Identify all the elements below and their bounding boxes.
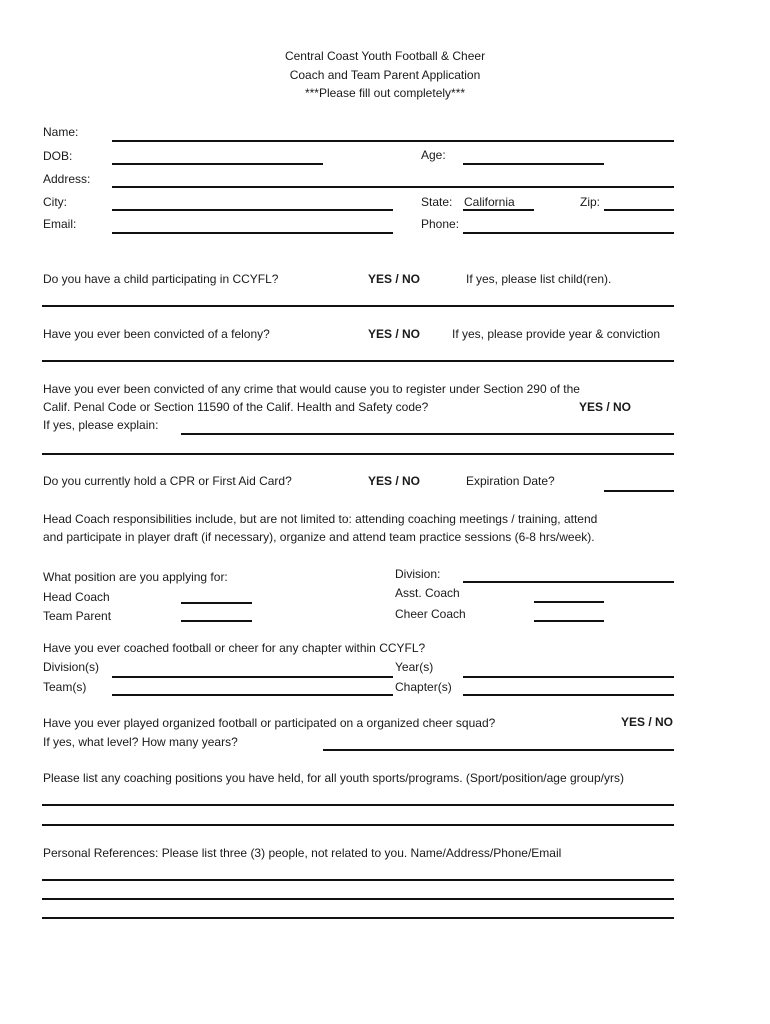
state-label: State: bbox=[421, 195, 453, 209]
state-value[interactable]: California bbox=[464, 195, 515, 209]
felony-question: Have you ever been convicted of a felony? bbox=[43, 327, 270, 341]
team-parent-field[interactable] bbox=[181, 620, 252, 622]
positions-question: Please list any coaching positions you have held, for all youth sports/programs. (Sport/position/age group/yrs) bbox=[43, 771, 624, 785]
reference-line2[interactable] bbox=[42, 898, 674, 900]
age-label: Age: bbox=[421, 148, 446, 162]
division-label: Division: bbox=[395, 567, 441, 581]
email-field[interactable] bbox=[112, 232, 393, 234]
age-field[interactable] bbox=[463, 163, 604, 165]
asst-coach-label: Asst. Coach bbox=[395, 586, 460, 600]
positions-line1[interactable] bbox=[42, 804, 674, 806]
teams-field[interactable] bbox=[112, 694, 393, 696]
crime-explain-line2[interactable] bbox=[42, 453, 674, 455]
state-field[interactable] bbox=[463, 209, 534, 211]
years-label: Year(s) bbox=[395, 660, 434, 674]
child-question: Do you have a child participating in CCYFL? bbox=[43, 272, 279, 286]
city-field[interactable] bbox=[112, 209, 393, 211]
address-label: Address: bbox=[43, 172, 91, 186]
team-parent-label: Team Parent bbox=[43, 609, 112, 623]
reference-line1[interactable] bbox=[42, 879, 674, 881]
zip-label: Zip: bbox=[580, 195, 601, 209]
email-label: Email: bbox=[43, 217, 77, 231]
head-coach-field[interactable] bbox=[181, 602, 252, 604]
child-followup: If yes, please list child(ren). bbox=[466, 272, 612, 286]
level-field[interactable] bbox=[323, 749, 674, 751]
city-label: City: bbox=[43, 195, 67, 209]
name-label: Name: bbox=[43, 125, 79, 139]
chapters-label: Chapter(s) bbox=[395, 680, 452, 694]
form-subtitle: Coach and Team Parent Application bbox=[289, 68, 481, 82]
child-answer-line[interactable] bbox=[42, 305, 674, 307]
cpr-expiration-label: Expiration Date? bbox=[466, 474, 555, 488]
phone-label: Phone: bbox=[421, 217, 460, 231]
zip-field[interactable] bbox=[604, 209, 674, 211]
coached-question: Have you ever coached football or cheer for any chapter within CCYFL? bbox=[43, 641, 426, 655]
references-question: Personal References: Please list three (3) people, not related to you. Name/Address/Phone/Email bbox=[43, 846, 562, 860]
cheer-coach-field[interactable] bbox=[534, 620, 604, 622]
cpr-expiration-field[interactable] bbox=[604, 490, 674, 492]
phone-field[interactable] bbox=[463, 232, 674, 234]
responsibilities-line1: Head Coach responsibilities include, but are not limited to: attending coaching meetings / training, attend bbox=[43, 512, 598, 526]
form-instruction: ***Please fill out completely*** bbox=[304, 86, 466, 100]
crime-yes-no[interactable]: YES / NO bbox=[579, 400, 632, 414]
divisions-field[interactable] bbox=[112, 676, 393, 678]
child-yes-no[interactable]: YES / NO bbox=[368, 272, 421, 286]
teams-label: Team(s) bbox=[43, 680, 87, 694]
chapters-field[interactable] bbox=[463, 694, 674, 696]
played-question: Have you ever played organized football or participated on a organized cheer squad? bbox=[43, 716, 496, 730]
asst-coach-field[interactable] bbox=[534, 601, 604, 603]
crime-question-line2: Calif. Penal Code or Section 11590 of the Calif. Health and Safety code? bbox=[43, 400, 429, 414]
divisions-label: Division(s) bbox=[43, 660, 100, 674]
reference-line3[interactable] bbox=[42, 917, 674, 919]
dob-label: DOB: bbox=[43, 149, 73, 163]
responsibilities-line2: and participate in player draft (if necessary), organize and attend team practice sessions (6-8 hrs/week). bbox=[43, 530, 595, 544]
name-field[interactable] bbox=[112, 140, 674, 142]
dob-field[interactable] bbox=[112, 163, 323, 165]
level-question: If yes, what level? How many years? bbox=[43, 735, 238, 749]
position-question: What position are you applying for: bbox=[43, 570, 228, 584]
felony-answer-line[interactable] bbox=[42, 360, 674, 362]
address-field[interactable] bbox=[112, 186, 674, 188]
cpr-question: Do you currently hold a CPR or First Aid Card? bbox=[43, 474, 292, 488]
positions-line2[interactable] bbox=[42, 824, 674, 826]
crime-question-line1: Have you ever been convicted of any crime that would cause you to register under Section 290 of the bbox=[43, 382, 580, 396]
played-yes-no[interactable]: YES / NO bbox=[621, 715, 674, 729]
felony-followup: If yes, please provide year & conviction bbox=[452, 327, 661, 341]
cheer-coach-label: Cheer Coach bbox=[395, 607, 466, 621]
cpr-yes-no[interactable]: YES / NO bbox=[368, 474, 421, 488]
head-coach-label: Head Coach bbox=[43, 590, 110, 604]
crime-explain-field[interactable] bbox=[181, 433, 674, 435]
felony-yes-no[interactable]: YES / NO bbox=[368, 327, 421, 341]
form-title: Central Coast Youth Football & Cheer bbox=[284, 49, 486, 63]
years-field[interactable] bbox=[463, 676, 674, 678]
crime-explain-label: If yes, please explain: bbox=[43, 418, 159, 432]
division-field[interactable] bbox=[463, 581, 674, 583]
